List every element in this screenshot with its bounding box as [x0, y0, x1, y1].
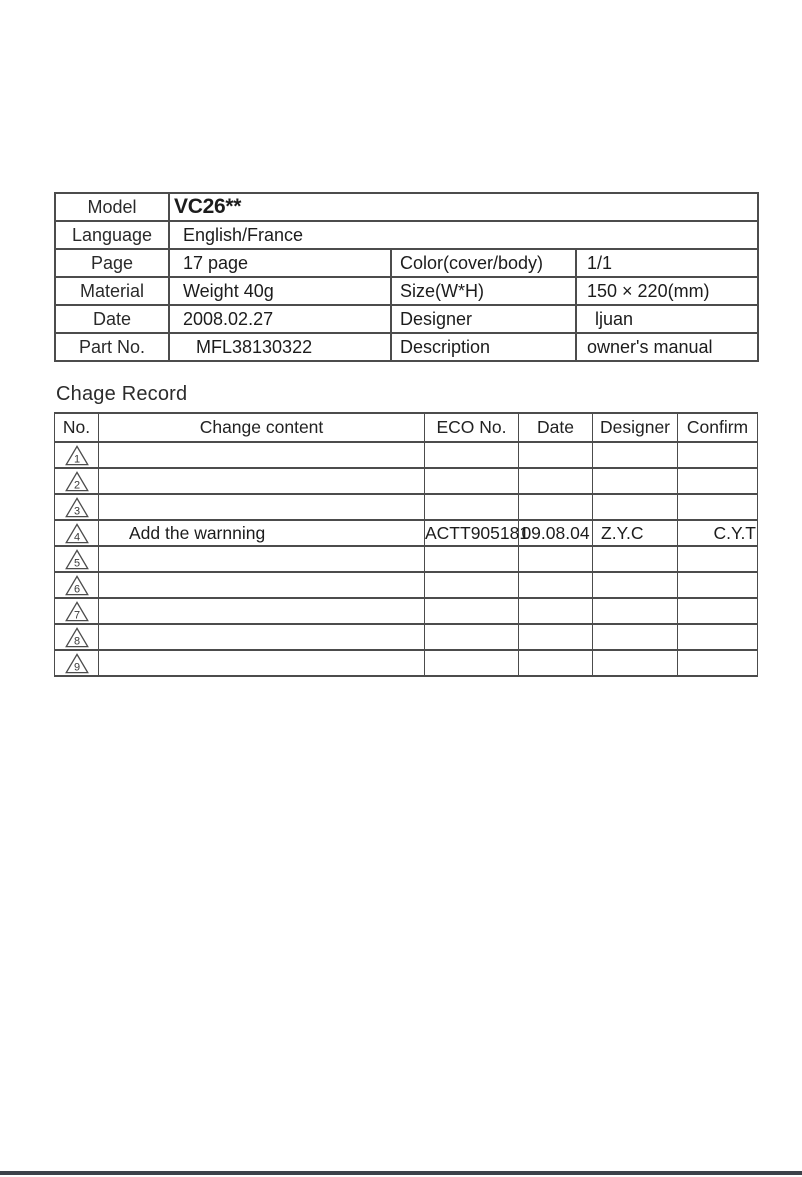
- spec-label-material: Material: [55, 277, 169, 305]
- spec-label-model: Model: [55, 193, 169, 221]
- change-record-row: [55, 572, 758, 598]
- row-number-cell: [55, 624, 99, 650]
- change-record-row: [55, 598, 758, 624]
- change-record-row: [55, 468, 758, 494]
- row-number-cell: [55, 546, 99, 572]
- warning-triangle-icon: [65, 523, 89, 544]
- change-content-cell: [99, 598, 425, 624]
- warning-triangle-icon: [65, 471, 89, 492]
- eco-no-cell: [425, 598, 519, 624]
- date-cell: [519, 572, 593, 598]
- spec-label-page: Page: [55, 249, 169, 277]
- row-number-cell: [55, 468, 99, 494]
- change-record-row: [55, 650, 758, 676]
- svg-text:1: 1: [73, 453, 80, 466]
- confirm-cell: [678, 468, 758, 494]
- svg-text:9: 9: [73, 661, 80, 674]
- change-record-heading: Chage Record: [56, 383, 188, 405]
- designer-cell: [593, 572, 678, 598]
- designer-cell: [593, 442, 678, 468]
- designer-cell: Z.Y.C: [593, 520, 678, 546]
- spec-value-date: 2008.02.27: [169, 305, 391, 333]
- page-bottom-rule: [0, 1171, 802, 1175]
- confirm-cell: [678, 650, 758, 676]
- change-record-header-row: [55, 413, 758, 442]
- spec-value-model: VC26**: [169, 193, 758, 221]
- warning-triangle-icon: [65, 445, 89, 466]
- change-content-cell: [99, 442, 425, 468]
- col-header-designer: Designer: [593, 413, 678, 442]
- col-header-content: Change content: [99, 413, 425, 442]
- date-cell: 09.08.04: [519, 520, 593, 546]
- spec-row-material: [55, 277, 758, 305]
- date-cell: [519, 598, 593, 624]
- eco-no-cell: [425, 624, 519, 650]
- spec-value-language: English/France: [169, 221, 758, 249]
- change-content-cell: [99, 546, 425, 572]
- spec-value-description: owner's manual: [576, 333, 758, 361]
- change-content-cell: [99, 494, 425, 520]
- confirm-cell: [678, 494, 758, 520]
- spec-row-language: [55, 221, 758, 249]
- row-number-cell: [55, 650, 99, 676]
- change-content-cell: [99, 468, 425, 494]
- svg-text:8: 8: [73, 635, 80, 648]
- change-content-cell: [99, 624, 425, 650]
- change-record-row: [55, 442, 758, 468]
- spec-value-partno: MFL38130322: [169, 333, 391, 361]
- date-cell: [519, 650, 593, 676]
- date-cell: [519, 494, 593, 520]
- row-number-cell: [55, 494, 99, 520]
- warning-triangle-icon: [65, 653, 89, 674]
- designer-cell: [593, 650, 678, 676]
- spec-label-description: Description: [391, 333, 576, 361]
- eco-no-cell: [425, 494, 519, 520]
- warning-triangle-icon: [65, 601, 89, 622]
- spec-value-designer: ljuan: [576, 305, 758, 333]
- spec-value-color: 1/1: [576, 249, 758, 277]
- col-header-confirm: Confirm: [678, 413, 758, 442]
- change-record-row: [55, 494, 758, 520]
- change-record-table: [54, 412, 758, 677]
- confirm-cell: [678, 572, 758, 598]
- warning-triangle-icon: [65, 497, 89, 518]
- date-cell: [519, 624, 593, 650]
- spec-table: [54, 192, 759, 362]
- designer-cell: [593, 494, 678, 520]
- designer-cell: [593, 624, 678, 650]
- eco-no-cell: ACTT905181: [425, 520, 519, 546]
- spec-label-language: Language: [55, 221, 169, 249]
- col-header-date: Date: [519, 413, 593, 442]
- spec-row-date: [55, 305, 758, 333]
- spec-label-color: Color(cover/body): [391, 249, 576, 277]
- confirm-cell: [678, 624, 758, 650]
- row-number-cell: [55, 572, 99, 598]
- designer-cell: [593, 546, 678, 572]
- change-content-cell: [99, 650, 425, 676]
- spec-row-partno: [55, 333, 758, 361]
- row-number-cell: [55, 442, 99, 468]
- svg-text:3: 3: [73, 505, 80, 518]
- spec-label-date: Date: [55, 305, 169, 333]
- designer-cell: [593, 468, 678, 494]
- spec-label-designer: Designer: [391, 305, 576, 333]
- date-cell: [519, 468, 593, 494]
- col-header-eco: ECO No.: [425, 413, 519, 442]
- row-number-cell: [55, 598, 99, 624]
- confirm-cell: [678, 442, 758, 468]
- svg-text:4: 4: [73, 531, 80, 544]
- warning-triangle-icon: [65, 549, 89, 570]
- spec-label-partno: Part No.: [55, 333, 169, 361]
- row-number-cell: [55, 520, 99, 546]
- eco-no-cell: [425, 468, 519, 494]
- change-record-row: [55, 520, 758, 546]
- eco-no-cell: [425, 442, 519, 468]
- warning-triangle-icon: [65, 575, 89, 596]
- svg-text:5: 5: [73, 557, 80, 570]
- confirm-cell: C.Y.T: [678, 520, 758, 546]
- spec-row-page: [55, 249, 758, 277]
- eco-no-cell: [425, 572, 519, 598]
- spec-value-material: Weight 40g: [169, 277, 391, 305]
- spec-label-size: Size(W*H): [391, 277, 576, 305]
- designer-cell: [593, 598, 678, 624]
- confirm-cell: [678, 546, 758, 572]
- warning-triangle-icon: [65, 627, 89, 648]
- change-content-cell: [99, 572, 425, 598]
- svg-text:6: 6: [73, 583, 80, 596]
- confirm-cell: [678, 598, 758, 624]
- svg-text:2: 2: [73, 479, 80, 492]
- col-header-no: No.: [55, 413, 99, 442]
- eco-no-cell: [425, 650, 519, 676]
- spec-value-size: 150 × 220(mm): [576, 277, 758, 305]
- date-cell: [519, 442, 593, 468]
- svg-text:7: 7: [73, 609, 80, 622]
- change-record-row: [55, 624, 758, 650]
- change-content-cell: Add the warnning: [99, 520, 425, 546]
- spec-value-page: 17 page: [169, 249, 391, 277]
- eco-no-cell: [425, 546, 519, 572]
- date-cell: [519, 546, 593, 572]
- spec-row-model: [55, 193, 758, 221]
- change-record-row: [55, 546, 758, 572]
